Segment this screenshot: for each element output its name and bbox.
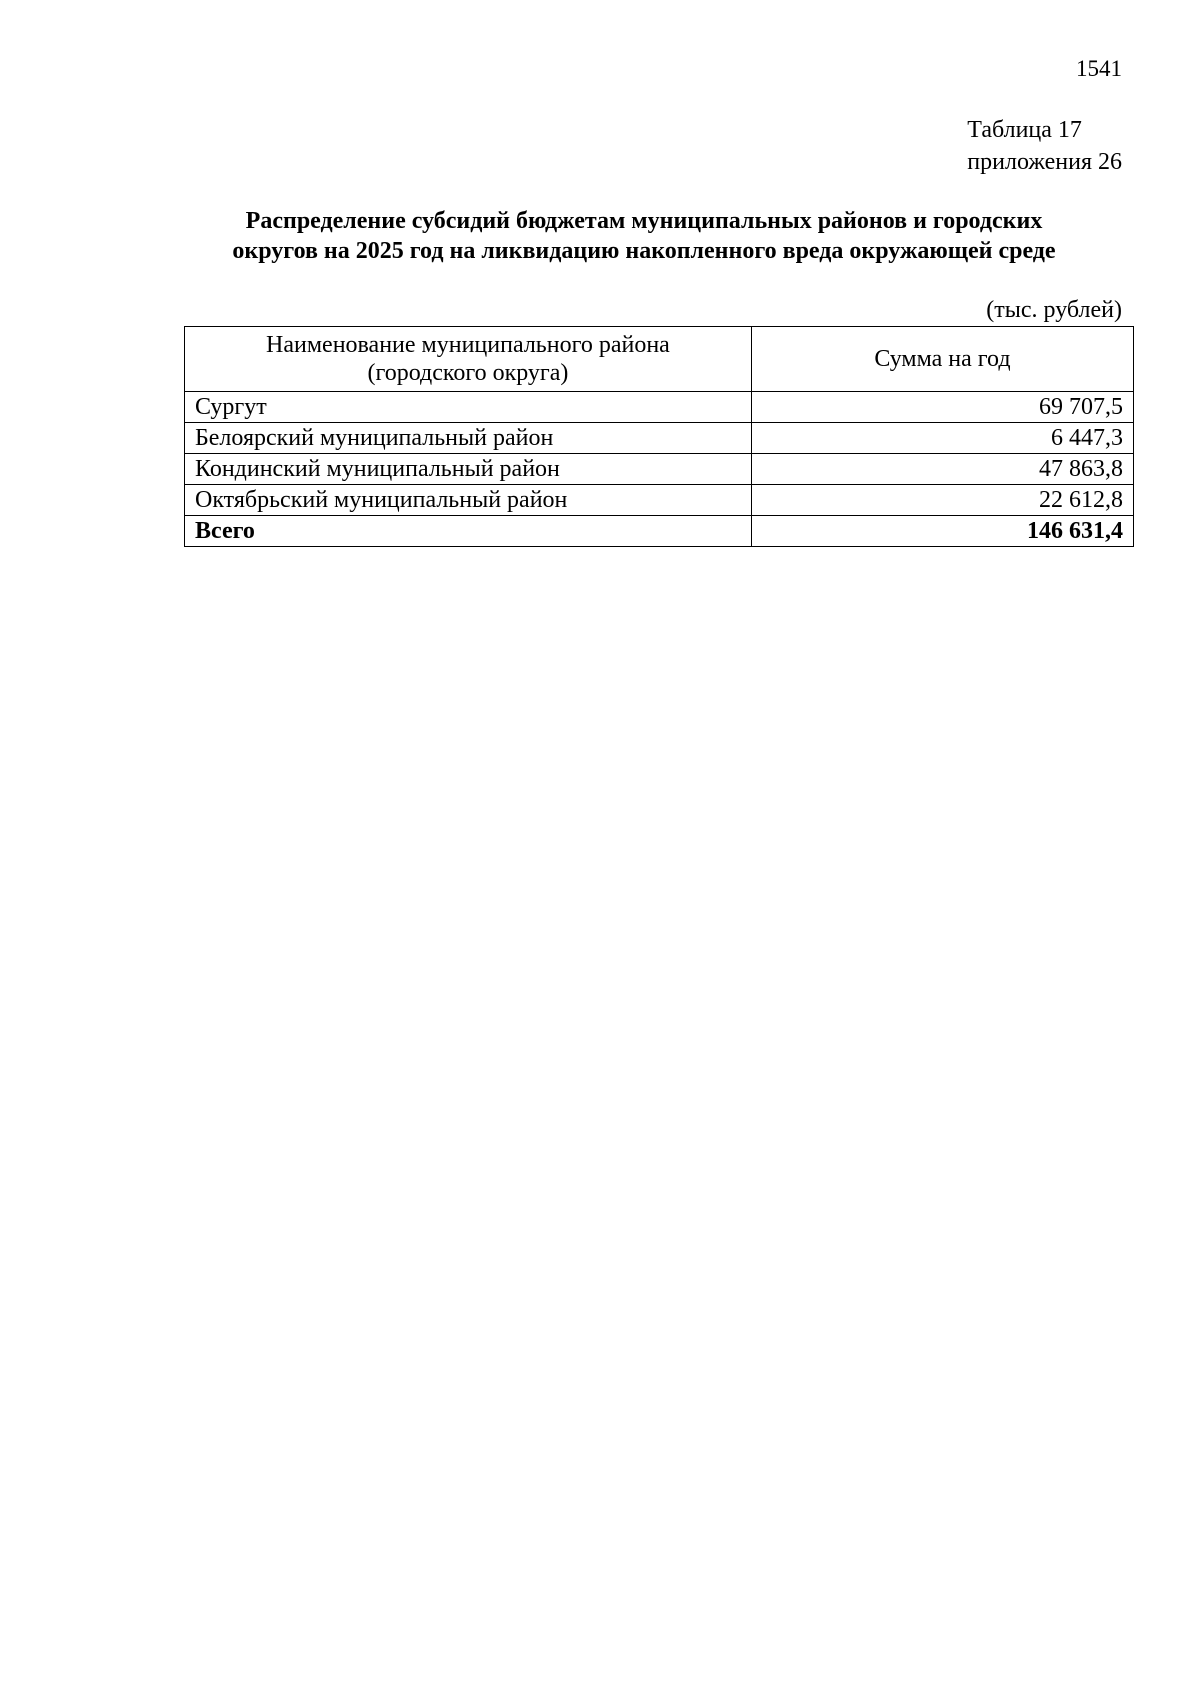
table-reference-number: Таблица 17 bbox=[967, 117, 1082, 143]
subsidy-table bbox=[184, 326, 1134, 547]
table-reference-appendix: приложения 26 bbox=[967, 149, 1122, 175]
row-municipality-name: Октябрьский муниципальный район bbox=[185, 485, 752, 516]
header-annual-sum: Сумма на год bbox=[751, 327, 1133, 392]
document-title-line-1: Распределение субсидий бюджетам муниципальных районов и городских bbox=[245, 208, 1043, 234]
row-annual-sum: 22 612,8 bbox=[751, 485, 1133, 516]
table-total-row bbox=[185, 516, 1134, 547]
total-label: Всего bbox=[185, 516, 752, 547]
document-title bbox=[150, 206, 1138, 266]
header-municipality-line-1: Наименование муниципального района bbox=[266, 332, 670, 358]
row-municipality-name: Кондинский муниципальный район bbox=[185, 454, 752, 485]
row-municipality-name: Белоярский муниципальный район bbox=[185, 423, 752, 454]
table-row bbox=[185, 485, 1134, 516]
table-row bbox=[185, 392, 1134, 423]
row-municipality-name: Сургут bbox=[185, 392, 752, 423]
table-row bbox=[185, 454, 1134, 485]
table-header-row bbox=[185, 327, 1134, 392]
total-sum: 146 631,4 bbox=[751, 516, 1133, 547]
units-label: (тыс. рублей) bbox=[986, 297, 1122, 323]
header-municipality bbox=[185, 327, 752, 392]
row-annual-sum: 69 707,5 bbox=[751, 392, 1133, 423]
header-municipality-line-2: (городского округа) bbox=[367, 360, 569, 386]
document-title-line-2: округов на 2025 год на ликвидацию накопленного вреда окружающей среде bbox=[232, 238, 1056, 264]
table-reference bbox=[967, 114, 1122, 178]
page-number: 1541 bbox=[1076, 56, 1122, 81]
row-annual-sum: 6 447,3 bbox=[751, 423, 1133, 454]
table-row bbox=[185, 423, 1134, 454]
row-annual-sum: 47 863,8 bbox=[751, 454, 1133, 485]
